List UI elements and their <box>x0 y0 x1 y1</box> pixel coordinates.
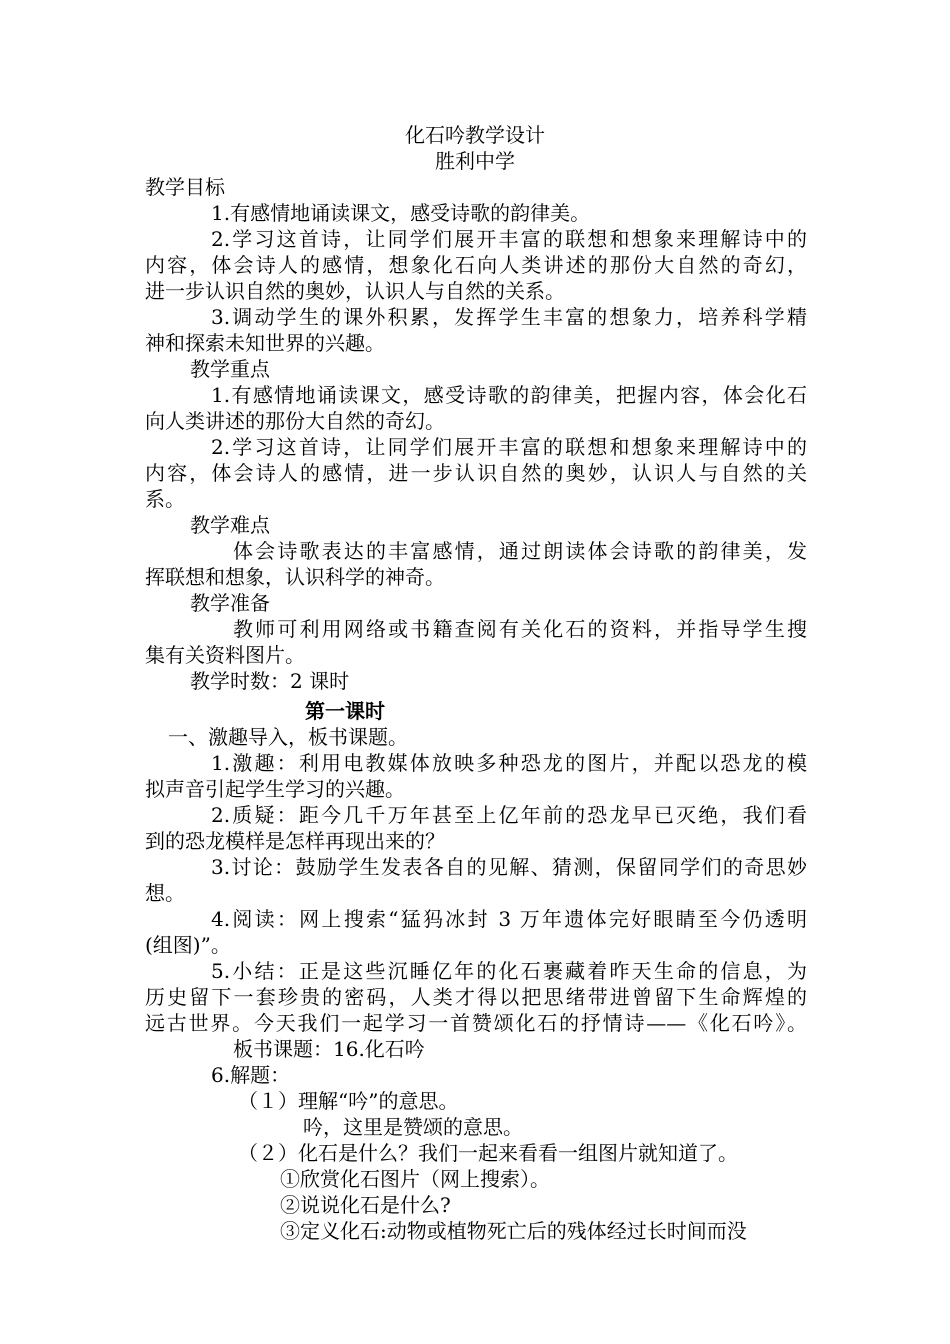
objectives-heading: 教学目标 <box>145 175 225 199</box>
step-3-line: 3.讨论：鼓励学生发表各自的见解、猜测，保留同学们的奇思妙 <box>211 855 807 879</box>
objective-2-line: 进一步认识自然的奥妙，认识人与自然的关系。 <box>145 279 565 303</box>
step-5-line: 远古世界。今天我们一起学习一首赞颂化石的抒情诗——《化石吟》。 <box>145 1011 807 1035</box>
difficulties-line: 挥联想和想象，认识科学的神奇。 <box>145 565 445 589</box>
doc-title: 化石吟教学设计 <box>405 123 545 147</box>
key-point-1-line: 1.有感情地诵读课文，感受诗歌的韵律美，把握内容，体会化石 <box>211 383 807 407</box>
lesson-1-heading: 第一课时 <box>305 699 385 723</box>
step-1-line: 1.激趣：利用电教媒体放映多种恐龙的图片，并配以恐龙的模 <box>211 751 807 775</box>
board-title: 板书课题：16.化石吟 <box>233 1037 425 1061</box>
difficulties-heading: 教学难点 <box>190 513 270 537</box>
step-4-line: (组图)”。 <box>145 933 231 957</box>
preparation-heading: 教学准备 <box>190 591 270 615</box>
question-2: （２）化石是什么？我们一起来看看一组图片就知道了。 <box>238 1141 738 1165</box>
difficulties-line: 体会诗歌表达的丰富感情，通过朗读体会诗歌的韵律美，发 <box>233 539 807 563</box>
step-2-line: 2.质疑：距今几千万年甚至上亿年前的恐龙早已灭绝，我们看 <box>211 803 807 827</box>
objective-3-line: 神和探索未知世界的兴趣。 <box>145 331 385 355</box>
objective-1: 1.有感情地诵读课文，感受诗歌的韵律美。 <box>211 201 591 225</box>
step-3-line: 想。 <box>145 881 185 905</box>
objective-2-line: 内容，体会诗人的感情，想象化石向人类讲述的那份大自然的奇幻， <box>145 253 807 277</box>
step-2-line: 到的恐龙模样是怎样再现出来的？ <box>145 829 445 853</box>
preparation-line: 集有关资料图片。 <box>145 643 305 667</box>
question-2-item: ③定义化石:动物或植物死亡后的残体经过长时间而没 <box>280 1219 747 1243</box>
objective-2-line: 2.学习这首诗，让同学们展开丰富的联想和想象来理解诗中的 <box>211 227 807 251</box>
step-6: 6.解题： <box>211 1063 291 1087</box>
step-5-line: 历史留下一套珍贵的密码，人类才得以把思绪带进曾留下生命辉煌的 <box>145 985 807 1009</box>
section-1-heading: 一、激趣导入，板书课题。 <box>168 725 408 749</box>
question-1: （１）理解“吟”的意思。 <box>238 1089 459 1113</box>
step-5-line: 5.小结：正是这些沉睡亿年的化石裹藏着昨天生命的信息，为 <box>211 959 807 983</box>
step-4-line: 4.阅读：网上搜索“猛犸冰封 3 万年遗体完好眼睛至今仍透明 <box>211 907 807 931</box>
school-name: 胜利中学 <box>435 149 515 173</box>
teaching-hours: 教学时数：2 课时 <box>190 669 350 693</box>
key-point-2-line: 系。 <box>145 487 185 511</box>
key-point-2-line: 内容，体会诗人的感情，进一步认识自然的奥妙，认识人与自然的关 <box>145 461 807 485</box>
objective-3-line: 3.调动学生的课外积累，发挥学生丰富的想象力，培养科学精 <box>211 305 807 329</box>
key-points-heading: 教学重点 <box>190 357 270 381</box>
question-2-item: ②说说化石是什么? <box>280 1193 451 1217</box>
question-1-answer: 吟，这里是赞颂的意思。 <box>303 1115 523 1139</box>
key-point-1-line: 向人类讲述的那份大自然的奇幻。 <box>145 409 445 433</box>
step-1-line: 拟声音引起学生学习的兴趣。 <box>145 777 405 801</box>
question-2-item: ①欣赏化石图片（网上搜索）。 <box>280 1167 550 1191</box>
key-point-2-line: 2.学习这首诗，让同学们展开丰富的联想和想象来理解诗中的 <box>211 435 807 459</box>
preparation-line: 教师可利用网络或书籍查阅有关化石的资料，并指导学生搜 <box>233 617 807 641</box>
